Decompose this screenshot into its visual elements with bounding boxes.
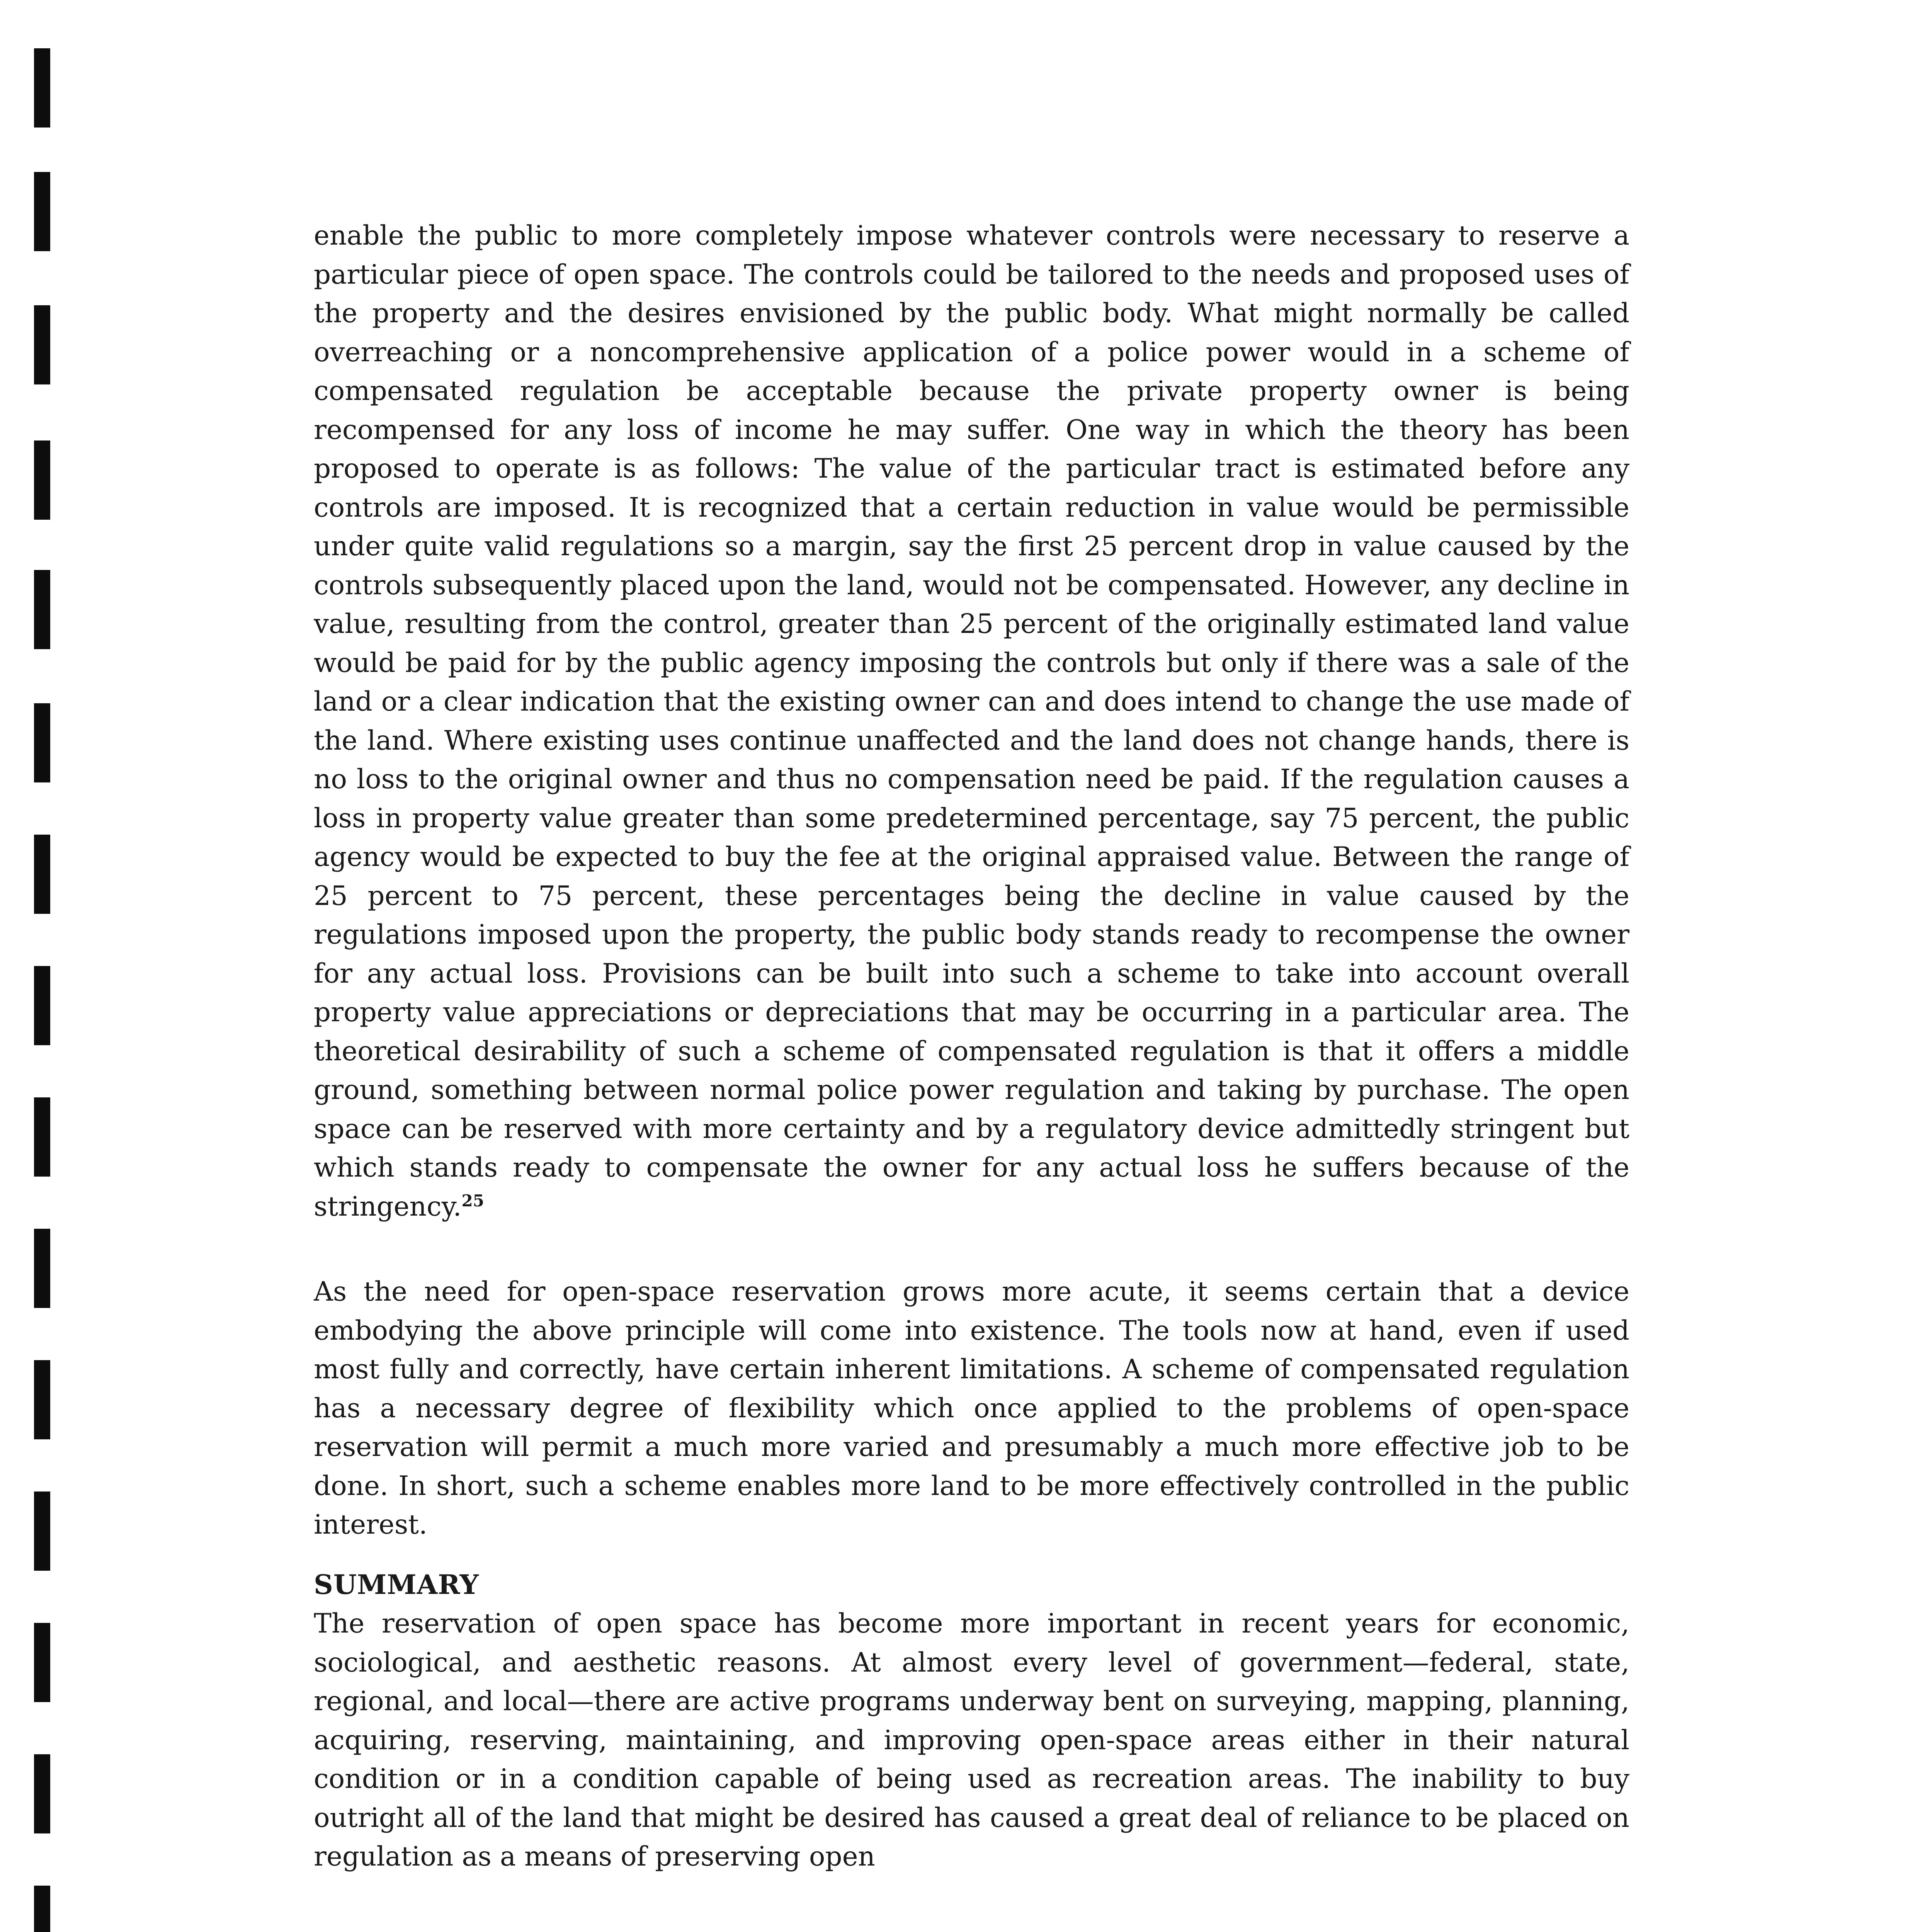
binding-mark [34, 1623, 50, 1702]
paragraph-summary: The reservation of open space has become more important in recent years for economic, sociological, and aesthetic reasons. At almost every level of government—federal, state, regional, and local—there are active programs underway bent on surveying, mapping, planning, acquiring, reserving, maintaining, and improving open-space areas either in their natural condition or in a condition capable of being used as recreation areas. The inability to buy outright all of the land that might be desired has caused a great deal of reliance to be placed on regulation as a means of preserving open [314, 1608, 1629, 1872]
binding-mark [34, 305, 50, 384]
body-text [314, 216, 1629, 1876]
binding-mark [34, 570, 50, 649]
binding-mark [34, 1492, 50, 1571]
binding-mark [34, 1886, 50, 1932]
paragraph-text: enable the public to more completely impose whatever controls were necessary to reserve a particular piece of open space. The controls could be tailored to the needs and proposed uses of the property and the desires envisioned by the public body. What might normally be called overreaching or a noncomprehensive application of a police power would in a scheme of compensated regulation be acceptable because the private property owner is being recompensed for any loss of income he may suffer. One way in which the theory has been proposed to operate is as follows: The value of the particular tract is estimated before any controls are imposed. It is recognized that a certain reduction in value would be permissible under quite valid regulations so a margin, say the first 25 percent drop in value caused by the controls subsequently placed upon the land, would not be compensated. However, any decline in value, resulting from the control, greater than 25 percent of the originally estimated land value would be paid for by the public agency imposing the controls but only if there was a sale of the land or a clear indication that the existing owner can and does intend to change the use made of the land. Where existing uses continue unaffected and the land does not change hands, there is no loss to the original owner and thus no compensation need be paid. If the regulation causes a loss in property value greater than some predetermined percentage, say 75 percent, the public agency would be expected to buy the fee at the original appraised value. Between the range of 25 percent to 75 percent, these percentages being the decline in value caused by the regulations imposed upon the property, the public body stands ready to recompense the owner for any actual loss. Provisions can be built into such a scheme to take into account overall property value appreciations or depreciations that may be occurring in a particular area. The theoretical desirability of such a scheme of compensated regulation is that it offers a middle ground, something between normal police power regulation and taking by purchase. The open space can be reserved with more certainty and by a regulatory device admittedly stringent but which stands ready to compensate the owner for any actual loss he suffers because of the stringency. [314, 220, 1629, 1222]
paragraph-gap [314, 1226, 1629, 1272]
binding-mark [34, 966, 50, 1045]
binding-mark [34, 440, 50, 520]
binding-mark [34, 1360, 50, 1439]
binding-marks [0, 0, 46, 1932]
binding-mark [34, 172, 50, 251]
binding-mark [34, 1097, 50, 1177]
footnote-reference: 25 [461, 1191, 484, 1210]
binding-mark [34, 1754, 50, 1833]
paragraph-open-space-device: As the need for open-space reservation grows more acute, it seems certain that a device embodying the above principle will come into existence. The tools now at hand, even if used most fully and correctly, have certain inherent limitations. A scheme of compensated regulation has a necessary degree of flexibility which once applied to the problems of open-space reservation will permit a much more varied and presumably a much more effective job to be done. In short, such a scheme enables more land to be more effectively controlled in the public interest. [314, 1276, 1629, 1540]
binding-mark [34, 48, 50, 128]
summary-heading: SUMMARY [314, 1569, 479, 1600]
paragraph-compensated-regulation [314, 216, 1629, 1226]
binding-mark [34, 835, 50, 914]
binding-mark [34, 1229, 50, 1308]
binding-mark [34, 703, 50, 782]
